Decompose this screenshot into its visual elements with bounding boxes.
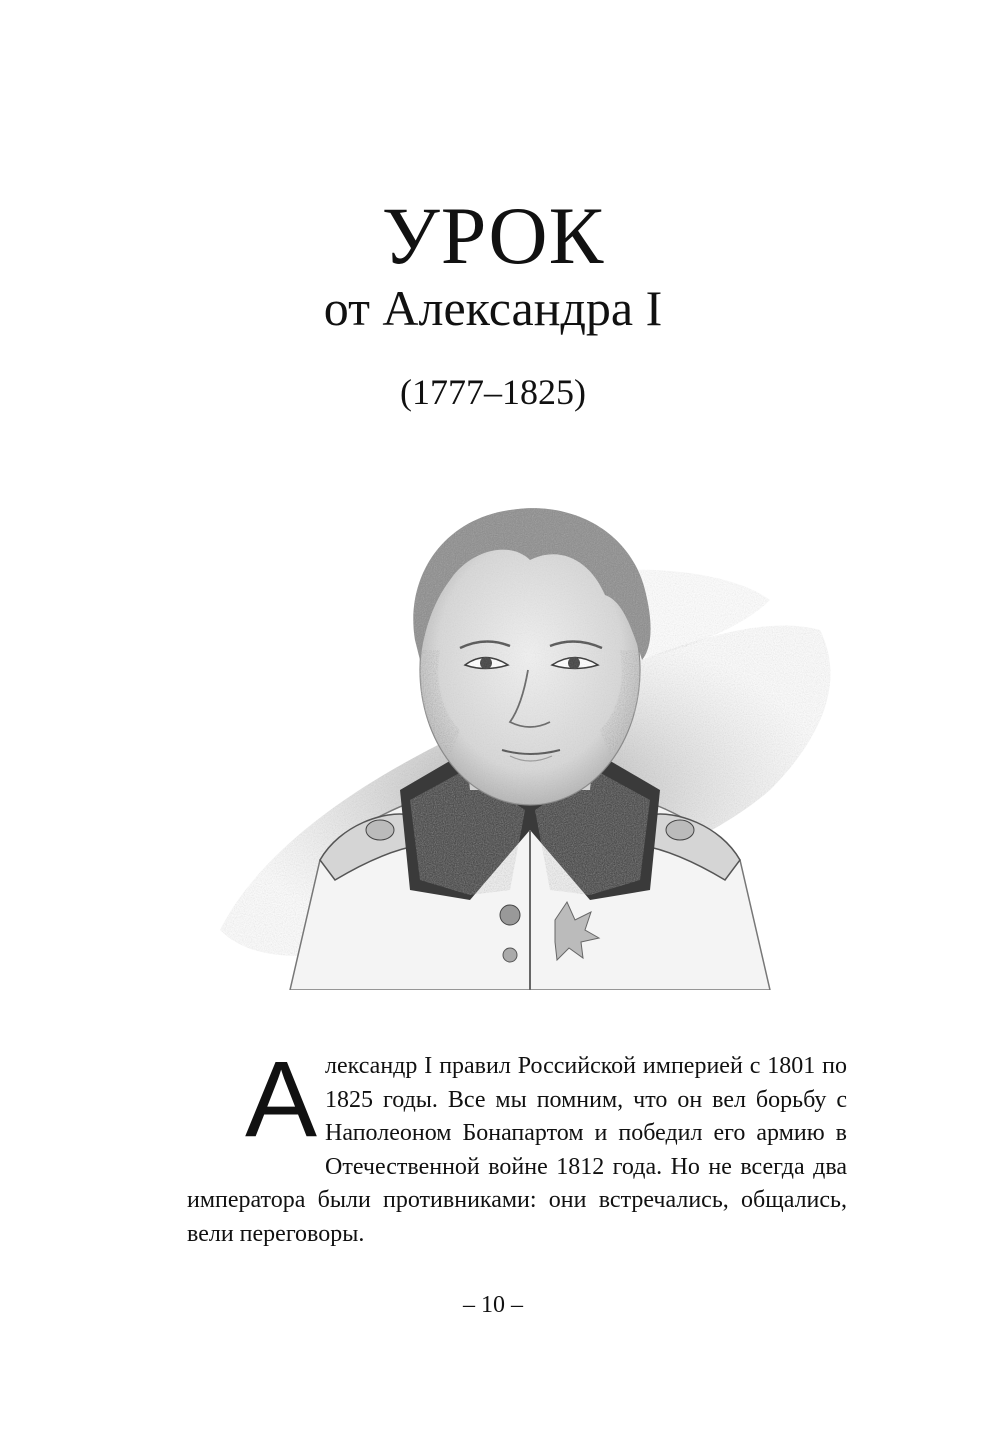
page-number: – 10 –: [463, 1292, 523, 1318]
portrait-engraving: [210, 500, 850, 990]
page-title: УРОК: [381, 190, 605, 281]
paragraph-text: лександр I правил Российской империей с 1801 по 1825 годы. Все мы помним, что он вел борьбу с Наполеоном Бонапартом и победил его армию в Отечественной войне 1812 года. Но не всегда два императора были противниками: они встречались, общались, вели переговоры.: [187, 1053, 847, 1247]
drop-cap: А: [245, 1038, 318, 1159]
body-paragraph: [187, 1038, 847, 1251]
life-years: (1777–1825): [400, 372, 586, 412]
page-subtitle: от Александра I: [323, 280, 663, 336]
